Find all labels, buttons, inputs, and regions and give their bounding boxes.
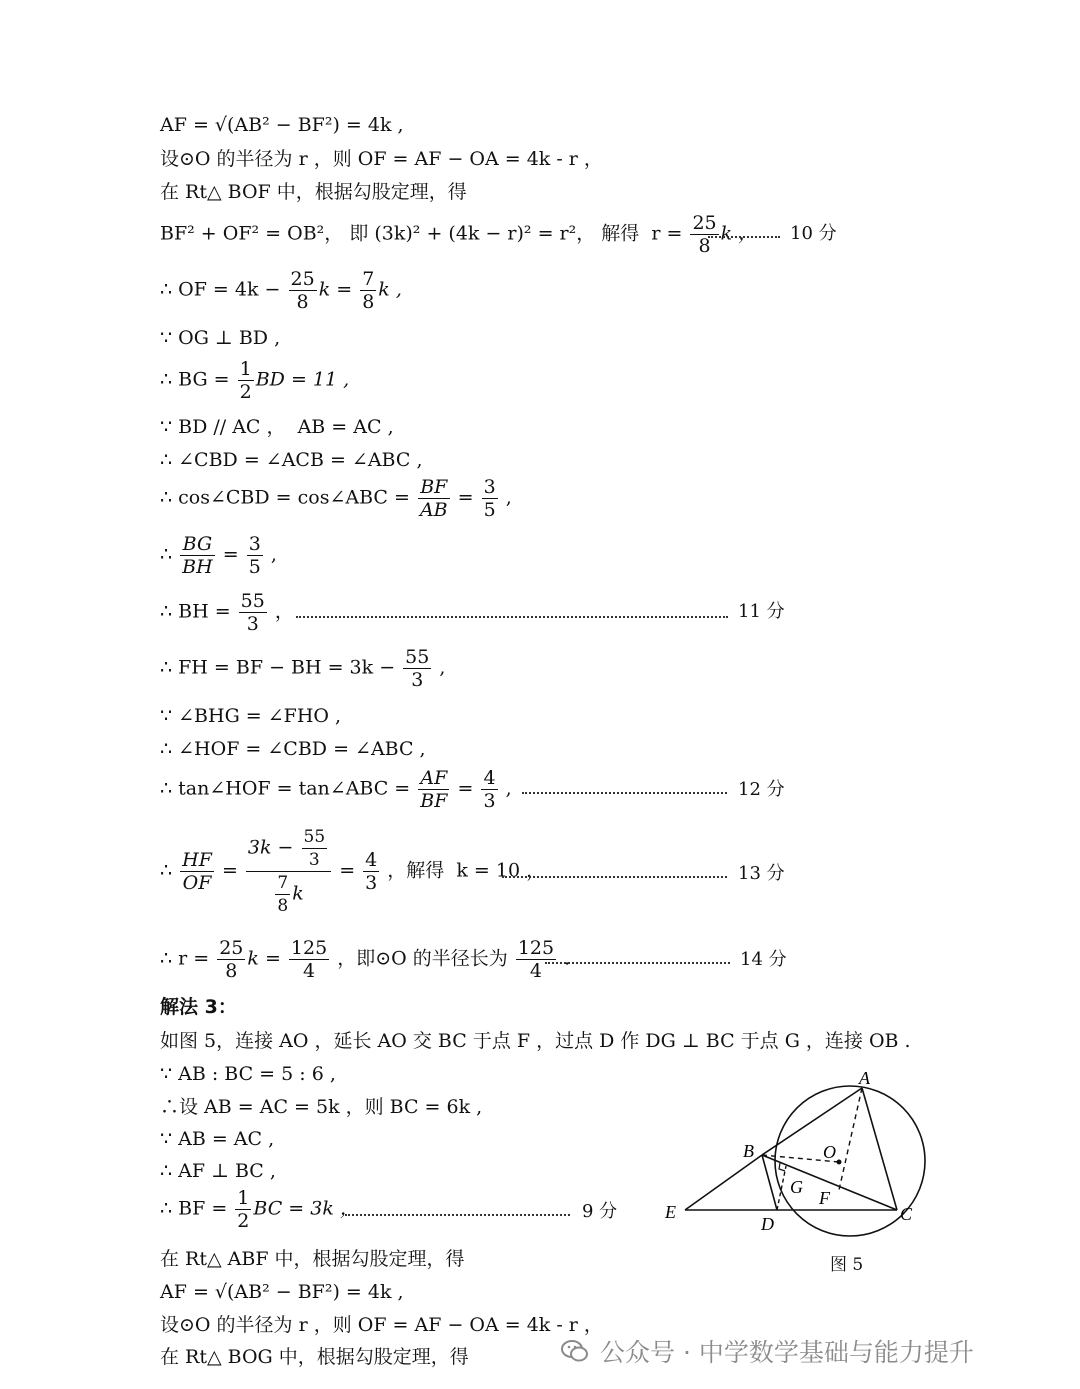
frac-bgbh-1: $\frac{BG}{BH}$ [182, 533, 213, 578]
score-9: 9 分 [582, 1201, 618, 1222]
score-10: 10 分 [790, 223, 837, 244]
score-leader [345, 1214, 570, 1216]
line-hof: ∴ ∠HOF = ∠CBD = ∠ABC , [160, 738, 426, 760]
score-13: 13 分 [738, 863, 785, 884]
frac-bf: $\frac{1}{2}$ [237, 1187, 250, 1232]
frac-cos-2: $\frac{3}{5}$ [483, 476, 496, 521]
watermark-text: 公众号 · 中学数学基础与能力提升 [600, 1338, 974, 1367]
frac-fh: $\frac{55}{3}$ [405, 646, 430, 691]
line-af-1: AF = √(AB² − BF²) = 4k , [160, 114, 404, 136]
line-rt-bof: 在 Rt△ BOF 中，根据勾股定理，得 [160, 181, 467, 203]
line-bg: ∴ BG = $\frac{1}{2}$ BD = 11 , [160, 358, 350, 403]
frac-hf-of: $\frac{HF}{OF}$ [182, 849, 212, 894]
label-a: A [859, 1068, 870, 1088]
label-c: C [900, 1204, 913, 1224]
line-fh: ∴ FH = BF − BH = 3k − $\frac{55}{3}$ , [160, 646, 446, 691]
method3-line-10: 在 Rt△ BOG 中，根据勾股定理，得 [160, 1346, 469, 1368]
score-leader [296, 616, 728, 618]
line-r-final: ∴ r = $\frac{25}{8}$ k = $\frac{125}{4}$ ，即⊙O 的半径长为 $\frac{125}{4}$ . [160, 937, 571, 982]
score-11: 11 分 [738, 601, 785, 622]
line-bhg: ∵ ∠BHG = ∠FHO , [160, 705, 342, 727]
frac-bg: $\frac{1}{2}$ [239, 358, 252, 403]
frac-bh: $\frac{55}{3}$ [240, 590, 265, 635]
score-14: 14 分 [740, 949, 787, 970]
watermark [560, 1333, 974, 1369]
segment-ac [862, 1088, 897, 1210]
method3-line-3: ∴设 AB = AC = 5k ，则 BC = 6k , [160, 1096, 483, 1118]
line-of: ∴ OF = 4k − $\frac{25}{8}$ k = $\frac{7}{8}$ k , [160, 268, 402, 313]
score-leader [708, 236, 780, 238]
wechat-icon [560, 1336, 590, 1366]
frac-of-1: $\frac{25}{8}$ [290, 268, 315, 313]
frac-r: $\frac{25}{8}$ [692, 212, 717, 257]
line-bd-parallel: ∵ BD // AC ， AB = AC , [160, 416, 394, 438]
frac-tan-1: $\frac{AF}{BF}$ [420, 767, 448, 812]
method3-line-7: 在 Rt△ ABF 中，根据勾股定理，得 [160, 1248, 465, 1270]
frac-hf-result: $\frac{4}{3}$ [365, 849, 378, 894]
line-cos: ∴ cos∠CBD = cos∠ABC = $\frac{BF}{AB}$ = $\frac{3}{5}$ , [160, 476, 512, 521]
line-pythag-solve: BF² + OF² = OB²， 即 (3k)² + (4k − r)² = r²， 解得 r = $\frac{25}{8}$ k ， [160, 212, 758, 257]
frac-r2-3: $\frac{125}{4}$ [517, 937, 555, 982]
method3-heading: 解法 3： [160, 996, 237, 1018]
label-f: F [819, 1188, 830, 1208]
frac-tan-2: $\frac{4}{3}$ [483, 767, 496, 812]
label-g: G [790, 1177, 803, 1197]
line-og-perp: ∵ OG ⊥ BD , [160, 327, 281, 349]
method3-line-8: AF = √(AB² − BF²) = 4k , [160, 1281, 404, 1303]
line-tan: ∴ tan∠HOF = tan∠ABC = $\frac{AF}{BF}$ = $\frac{4}{3}$ , [160, 767, 512, 812]
frac-r2-1: $\frac{25}{8}$ [219, 937, 244, 982]
point-o [837, 1160, 842, 1165]
line-radius-1: 设⊙O 的半径为 r ，则 OF = AF − OA = 4k - r ， [160, 148, 603, 170]
frac-r2-2: $\frac{125}{4}$ [290, 937, 328, 982]
label-o: O [823, 1142, 836, 1162]
frac-of-2: $\frac{7}{8}$ [362, 268, 375, 313]
line-angles: ∴ ∠CBD = ∠ACB = ∠ABC , [160, 449, 423, 471]
line-bh: ∴ BH = $\frac{55}{3}$ ， [160, 590, 294, 635]
score-leader [502, 876, 727, 878]
segment-eb [685, 1155, 762, 1210]
segment-ab [762, 1088, 862, 1155]
geometry-figure-5 [655, 1060, 935, 1240]
label-b: B [743, 1141, 754, 1161]
score-12: 12 分 [738, 779, 785, 800]
frac-complex: 3k − $\frac{55}{3}$ $\frac{7}{8}$ k [246, 826, 331, 917]
method3-line-5: ∴ AF ⊥ BC , [160, 1160, 276, 1182]
figure-caption: 图 5 [830, 1255, 864, 1275]
method3-line-6: ∴ BF = $\frac{1}{2}$ BC = 3k ， [160, 1187, 359, 1232]
segment-dg-dashed [777, 1166, 786, 1210]
score-leader [522, 792, 727, 794]
frac-cos-1: $\frac{BF}{AB}$ [419, 476, 448, 521]
method3-line-9: 设⊙O 的半径为 r ，则 OF = AF − OA = 4k - r ， [160, 1314, 603, 1336]
label-d: D [761, 1214, 774, 1234]
score-leader [545, 962, 730, 964]
method3-line-2: ∵ AB : BC = 5 : 6 , [160, 1063, 336, 1085]
frac-bgbh-2: $\frac{3}{5}$ [248, 533, 261, 578]
method3-line-1: 如图 5，连接 AO ，延长 AO 交 BC 于点 F ，过点 D 作 DG ⊥ BC 于点 G ，连接 OB . [160, 1030, 911, 1052]
line-hf-of: ∴ $\frac{HF}{OF}$ = 3k − $\frac{55}{3}$ $\frac{7}{8}$ k = $\frac{4}{3}$ ，解得 k = 10 ， [160, 827, 546, 916]
line-bgbh: ∴ $\frac{BG}{BH}$ = $\frac{3}{5}$ , [160, 533, 277, 578]
method3-line-4: ∵ AB = AC , [160, 1128, 275, 1150]
segment-af-dashed [839, 1088, 862, 1190]
label-e: E [665, 1202, 676, 1222]
